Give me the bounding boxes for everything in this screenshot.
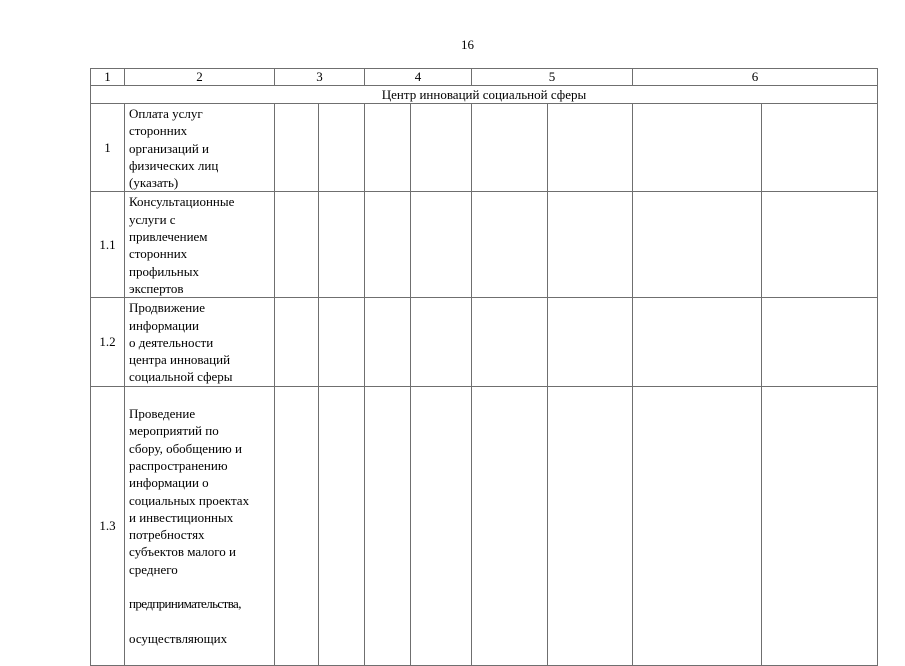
empty-cell (411, 104, 472, 192)
empty-cell (548, 298, 633, 386)
report-table (90, 68, 878, 666)
empty-cell (472, 192, 548, 298)
empty-cell (633, 386, 762, 665)
section-row (91, 86, 878, 104)
row-name-main: Проведение мероприятий по сбору, обобщению и распространению информации о социальных проектах и инвестиционных потребностях субъектов малого и среднего (129, 406, 250, 577)
row-name-tail: осуществляющих (129, 630, 228, 646)
empty-cell (365, 192, 411, 298)
row-number: 1 (91, 104, 125, 192)
row-name-condensed-text: предпринимательства, (129, 596, 241, 612)
empty-cell (762, 386, 878, 665)
row-name-condensed (129, 595, 274, 612)
empty-cell (365, 386, 411, 665)
column-header-1: 1 (91, 69, 125, 86)
empty-cell (633, 192, 762, 298)
empty-cell (548, 104, 633, 192)
empty-cell (275, 386, 319, 665)
empty-cell (319, 386, 365, 665)
column-header-row (91, 69, 878, 86)
row-number: 1.3 (91, 386, 125, 665)
empty-cell (365, 298, 411, 386)
empty-cell (472, 386, 548, 665)
row-name: Оплата услуг сторонних организаций и физических лиц (указать) (125, 104, 275, 192)
empty-cell (319, 298, 365, 386)
empty-cell (411, 298, 472, 386)
row-number: 1.1 (91, 192, 125, 298)
row-name: Консультационные услуги с привлечением сторонних профильных экспертов (125, 192, 275, 298)
empty-cell (365, 104, 411, 192)
column-header-5: 5 (472, 69, 633, 86)
empty-cell (319, 104, 365, 192)
row-number: 1.2 (91, 298, 125, 386)
empty-cell (633, 104, 762, 192)
empty-cell (275, 104, 319, 192)
section-title: Центр инноваций социальной сферы (91, 86, 878, 104)
page-number: 16 (461, 37, 474, 52)
empty-cell (411, 192, 472, 298)
column-header-2: 2 (125, 69, 275, 86)
empty-cell (275, 192, 319, 298)
empty-cell (633, 298, 762, 386)
row-name (125, 386, 275, 665)
empty-cell (472, 104, 548, 192)
empty-cell (472, 298, 548, 386)
table-row (91, 298, 878, 386)
empty-cell (548, 386, 633, 665)
empty-cell (319, 192, 365, 298)
column-header-4: 4 (365, 69, 472, 86)
table-row (91, 192, 878, 298)
empty-cell (548, 192, 633, 298)
empty-cell (762, 192, 878, 298)
column-header-6: 6 (633, 69, 878, 86)
empty-cell (762, 298, 878, 386)
column-header-3: 3 (275, 69, 365, 86)
empty-cell (762, 104, 878, 192)
empty-cell (411, 386, 472, 665)
table-row (91, 386, 878, 665)
row-name: Продвижение информации о деятельности центра инноваций социальной сферы (125, 298, 275, 386)
empty-cell (275, 298, 319, 386)
table-row (91, 104, 878, 192)
